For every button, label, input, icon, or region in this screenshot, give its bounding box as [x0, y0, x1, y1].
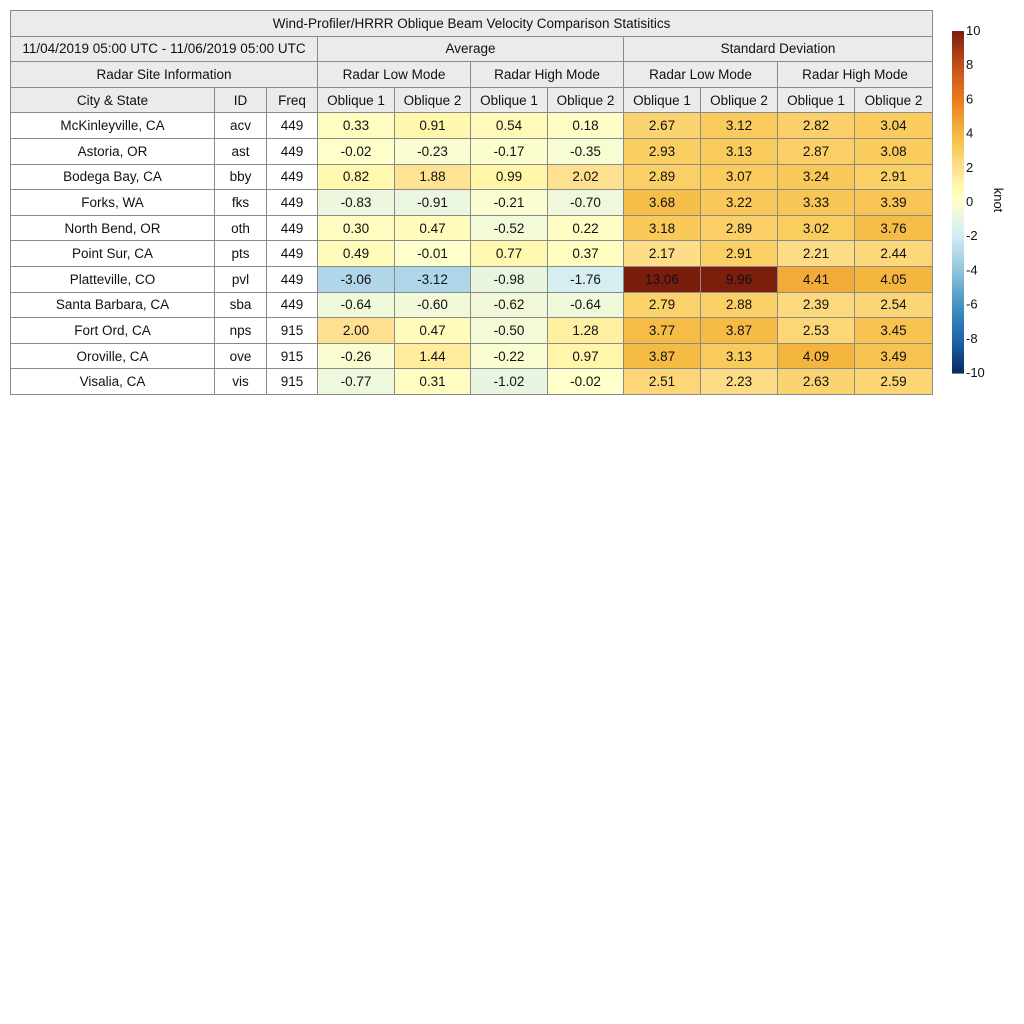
site-freq: 915	[267, 369, 318, 395]
value-cell: 0.33	[318, 113, 395, 139]
colorbar-tick-label: 6	[966, 91, 974, 107]
colorbar-segment	[952, 322, 964, 326]
site-freq: 449	[267, 138, 318, 164]
value-cell: 3.68	[624, 190, 701, 216]
table-row	[11, 318, 933, 344]
colorbar-segment	[952, 96, 964, 100]
colorbar-tick-label: -6	[966, 296, 978, 312]
value-cell: -0.35	[548, 138, 624, 164]
table-row	[11, 164, 933, 190]
site-city: Astoria, OR	[11, 138, 215, 164]
column-header: Oblique 2	[701, 87, 778, 113]
colorbar-segment	[952, 103, 964, 107]
column-header: Oblique 2	[855, 87, 933, 113]
colorbar-segment	[952, 349, 964, 353]
site-freq: 449	[267, 292, 318, 318]
colorbar-tick-label: 4	[966, 125, 974, 141]
value-cell: -0.52	[471, 215, 548, 241]
value-cell: 2.67	[624, 113, 701, 139]
site-id: pts	[215, 241, 267, 267]
std-low-mode-header: Radar Low Mode	[624, 62, 778, 88]
colorbar-tick-label: -10	[966, 365, 985, 380]
site-city: Platteville, CO	[11, 266, 215, 292]
colorbar-segment	[952, 151, 964, 155]
value-cell: -0.77	[318, 369, 395, 395]
value-cell: 2.21	[778, 241, 855, 267]
stats-table	[10, 10, 933, 395]
value-cell: 3.07	[701, 164, 778, 190]
colorbar-segment	[952, 325, 964, 329]
colorbar-segment	[952, 219, 964, 223]
colorbar-segment	[952, 370, 964, 374]
value-cell: 3.87	[624, 343, 701, 369]
value-cell: -0.22	[471, 343, 548, 369]
value-cell: 3.33	[778, 190, 855, 216]
colorbar-segment	[952, 38, 964, 42]
colorbar-segment	[952, 93, 964, 97]
value-cell: 3.04	[855, 113, 933, 139]
colorbar-segment	[952, 246, 964, 250]
colorbar-tick-label: 10	[966, 24, 981, 38]
value-cell: 0.54	[471, 113, 548, 139]
site-city: Santa Barbara, CA	[11, 292, 215, 318]
colorbar-segment	[952, 260, 964, 264]
value-cell: 2.53	[778, 318, 855, 344]
site-id: vis	[215, 369, 267, 395]
colorbar-segment	[952, 202, 964, 206]
colorbar-segment	[952, 281, 964, 285]
value-cell: -0.98	[471, 266, 548, 292]
colorbar-segment	[952, 79, 964, 83]
colorbar-segment	[952, 117, 964, 121]
colorbar-tick-label: 8	[966, 57, 974, 73]
value-cell: 0.99	[471, 164, 548, 190]
value-cell: 2.23	[701, 369, 778, 395]
table-row	[11, 292, 933, 318]
value-cell: 3.39	[855, 190, 933, 216]
column-header: Oblique 2	[548, 87, 624, 113]
value-cell: 2.82	[778, 113, 855, 139]
colorbar-segment	[952, 154, 964, 158]
colorbar-segment	[952, 339, 964, 343]
colorbar-gradient	[952, 31, 964, 374]
site-city: McKinleyville, CA	[11, 113, 215, 139]
colorbar-segment	[952, 31, 964, 35]
value-cell: -0.62	[471, 292, 548, 318]
value-cell: 3.24	[778, 164, 855, 190]
avg-high-mode-header: Radar High Mode	[471, 62, 624, 88]
value-cell: -0.23	[395, 138, 471, 164]
colorbar-segment	[952, 123, 964, 127]
colorbar-segment	[952, 199, 964, 203]
value-cell: 2.91	[701, 241, 778, 267]
colorbar-ticks	[966, 24, 985, 380]
site-city: Oroville, CA	[11, 343, 215, 369]
table-row	[11, 266, 933, 292]
value-cell: 1.88	[395, 164, 471, 190]
colorbar-segment	[952, 352, 964, 356]
value-cell: 2.59	[855, 369, 933, 395]
value-cell: -0.02	[548, 369, 624, 395]
group-header-row	[11, 36, 933, 62]
colorbar-segment	[952, 140, 964, 144]
colorbar-segment	[952, 346, 964, 350]
colorbar-segment	[952, 335, 964, 339]
colorbar-segment	[952, 195, 964, 199]
column-header: Oblique 1	[471, 87, 548, 113]
value-cell: 2.51	[624, 369, 701, 395]
value-cell: -3.06	[318, 266, 395, 292]
colorbar-segment	[952, 277, 964, 281]
colorbar-segment	[952, 243, 964, 247]
colorbar-segment	[952, 267, 964, 271]
colorbar-segment	[952, 288, 964, 292]
colorbar-tick-label: -4	[966, 262, 978, 278]
value-cell: 0.31	[395, 369, 471, 395]
value-cell: 1.28	[548, 318, 624, 344]
site-city: Visalia, CA	[11, 369, 215, 395]
site-id: oth	[215, 215, 267, 241]
site-city: Bodega Bay, CA	[11, 164, 215, 190]
column-header: Oblique 1	[624, 87, 701, 113]
colorbar-segment	[952, 99, 964, 103]
column-header: ID	[215, 87, 267, 113]
table-row	[11, 343, 933, 369]
value-cell: 0.30	[318, 215, 395, 241]
colorbar-segment	[952, 342, 964, 346]
colorbar-segment	[952, 34, 964, 38]
colorbar-segment	[952, 55, 964, 59]
colorbar-segment	[952, 291, 964, 295]
value-cell: 3.13	[701, 343, 778, 369]
column-header-row	[11, 87, 933, 113]
colorbar-segment	[952, 257, 964, 261]
colorbar	[948, 24, 1024, 384]
date-range: 11/04/2019 05:00 UTC - 11/06/2019 05:00 UTC	[11, 36, 318, 62]
value-cell: 1.44	[395, 343, 471, 369]
value-cell: 2.63	[778, 369, 855, 395]
site-freq: 915	[267, 343, 318, 369]
colorbar-segment	[952, 359, 964, 363]
value-cell: 9.96	[701, 266, 778, 292]
value-cell: 2.39	[778, 292, 855, 318]
site-city: Fort Ord, CA	[11, 318, 215, 344]
colorbar-segment	[952, 86, 964, 90]
colorbar-segment	[952, 48, 964, 52]
colorbar-segment	[952, 72, 964, 76]
value-cell: 3.45	[855, 318, 933, 344]
value-cell: 2.54	[855, 292, 933, 318]
colorbar-segment	[952, 171, 964, 175]
value-cell: 3.77	[624, 318, 701, 344]
value-cell: 2.88	[701, 292, 778, 318]
value-cell: -0.83	[318, 190, 395, 216]
title-row	[11, 11, 933, 37]
value-cell: 2.79	[624, 292, 701, 318]
value-cell: 0.97	[548, 343, 624, 369]
colorbar-segment	[952, 185, 964, 189]
table-title: Wind-Profiler/HRRR Oblique Beam Velocity Comparison Statisitics	[11, 11, 933, 37]
colorbar-tick-label: 0	[966, 194, 974, 209]
colorbar-segment	[952, 250, 964, 254]
colorbar-segment	[952, 205, 964, 209]
value-cell: 4.09	[778, 343, 855, 369]
colorbar-segment	[952, 356, 964, 360]
value-cell: 3.49	[855, 343, 933, 369]
value-cell: -0.26	[318, 343, 395, 369]
site-id: ove	[215, 343, 267, 369]
colorbar-segment	[952, 69, 964, 73]
colorbar-segment	[952, 120, 964, 124]
colorbar-segment	[952, 236, 964, 240]
colorbar-label: knot	[991, 187, 1006, 213]
avg-low-mode-header: Radar Low Mode	[318, 62, 471, 88]
site-freq: 449	[267, 164, 318, 190]
colorbar-segment	[952, 58, 964, 62]
colorbar-segment	[952, 233, 964, 237]
colorbar-segment	[952, 305, 964, 309]
value-cell: 3.76	[855, 215, 933, 241]
colorbar-segment	[952, 62, 964, 66]
value-cell: 0.47	[395, 318, 471, 344]
colorbar-segment	[952, 106, 964, 110]
value-cell: -0.01	[395, 241, 471, 267]
value-cell: 13.06	[624, 266, 701, 292]
colorbar-segment	[952, 175, 964, 179]
table-row	[11, 241, 933, 267]
column-header: City & State	[11, 87, 215, 113]
colorbar-segment	[952, 178, 964, 182]
value-cell: -0.91	[395, 190, 471, 216]
colorbar-segment	[952, 216, 964, 220]
colorbar-segment	[952, 192, 964, 196]
colorbar-segment	[952, 89, 964, 93]
colorbar-segment	[952, 363, 964, 367]
colorbar-segment	[952, 110, 964, 114]
value-cell: -0.17	[471, 138, 548, 164]
site-id: pvl	[215, 266, 267, 292]
column-header: Oblique 1	[318, 87, 395, 113]
value-cell: 3.22	[701, 190, 778, 216]
value-cell: 0.22	[548, 215, 624, 241]
value-cell: 2.44	[855, 241, 933, 267]
colorbar-segment	[952, 264, 964, 268]
value-cell: 0.91	[395, 113, 471, 139]
value-cell: -1.02	[471, 369, 548, 395]
colorbar-segment	[952, 212, 964, 216]
colorbar-tick-label: 2	[966, 159, 974, 175]
site-id: sba	[215, 292, 267, 318]
table-row	[11, 138, 933, 164]
value-cell: 4.41	[778, 266, 855, 292]
value-cell: 3.18	[624, 215, 701, 241]
value-cell: 2.17	[624, 241, 701, 267]
colorbar-segment	[952, 158, 964, 162]
site-freq: 915	[267, 318, 318, 344]
site-freq: 449	[267, 266, 318, 292]
colorbar-segment	[952, 329, 964, 333]
colorbar-segment	[952, 223, 964, 227]
site-city: North Bend, OR	[11, 215, 215, 241]
site-id: fks	[215, 190, 267, 216]
colorbar-segment	[952, 209, 964, 213]
column-header: Oblique 2	[395, 87, 471, 113]
value-cell: 2.00	[318, 318, 395, 344]
value-cell: 2.89	[701, 215, 778, 241]
colorbar-segment	[952, 332, 964, 336]
value-cell: -0.70	[548, 190, 624, 216]
site-freq: 449	[267, 215, 318, 241]
colorbar-segment	[952, 294, 964, 298]
colorbar-segment	[952, 229, 964, 233]
colorbar-segment	[952, 240, 964, 244]
site-city: Point Sur, CA	[11, 241, 215, 267]
table-row	[11, 190, 933, 216]
colorbar-segment	[952, 274, 964, 278]
table-row	[11, 369, 933, 395]
colorbar-segment	[952, 130, 964, 134]
value-cell: 3.02	[778, 215, 855, 241]
colorbar-segment	[952, 181, 964, 185]
value-cell: 0.47	[395, 215, 471, 241]
average-header: Average	[318, 36, 624, 62]
site-id: bby	[215, 164, 267, 190]
value-cell: 0.82	[318, 164, 395, 190]
value-cell: 2.91	[855, 164, 933, 190]
value-cell: -3.12	[395, 266, 471, 292]
value-cell: 2.87	[778, 138, 855, 164]
site-id: nps	[215, 318, 267, 344]
value-cell: 2.02	[548, 164, 624, 190]
colorbar-segment	[952, 147, 964, 151]
value-cell: 2.93	[624, 138, 701, 164]
value-cell: 3.08	[855, 138, 933, 164]
colorbar-segment	[952, 144, 964, 148]
value-cell: -0.64	[318, 292, 395, 318]
std-high-mode-header: Radar High Mode	[778, 62, 933, 88]
colorbar-segment	[952, 188, 964, 192]
value-cell: 3.13	[701, 138, 778, 164]
colorbar-segment	[952, 315, 964, 319]
table-row	[11, 113, 933, 139]
colorbar-segment	[952, 127, 964, 131]
value-cell: 3.87	[701, 318, 778, 344]
colorbar-segment	[952, 226, 964, 230]
colorbar-segment	[952, 284, 964, 288]
colorbar-segment	[952, 137, 964, 141]
colorbar-segment	[952, 311, 964, 315]
value-cell: 2.89	[624, 164, 701, 190]
value-cell: -0.21	[471, 190, 548, 216]
site-freq: 449	[267, 113, 318, 139]
colorbar-segment	[952, 134, 964, 138]
colorbar-segment	[952, 41, 964, 45]
colorbar-segment	[952, 161, 964, 165]
colorbar-tick-label: -2	[966, 228, 978, 244]
colorbar-tick-label: -8	[966, 330, 978, 346]
column-header: Freq	[267, 87, 318, 113]
std-dev-header: Standard Deviation	[624, 36, 933, 62]
colorbar-segment	[952, 298, 964, 302]
table-row	[11, 215, 933, 241]
site-city: Forks, WA	[11, 190, 215, 216]
value-cell: -0.60	[395, 292, 471, 318]
colorbar-segment	[952, 65, 964, 69]
value-cell: -0.50	[471, 318, 548, 344]
colorbar-segment	[952, 113, 964, 117]
site-id: ast	[215, 138, 267, 164]
colorbar-segment	[952, 45, 964, 49]
value-cell: -0.64	[548, 292, 624, 318]
mode-header-row	[11, 62, 933, 88]
colorbar-segment	[952, 164, 964, 168]
colorbar-segment	[952, 52, 964, 56]
value-cell: 4.05	[855, 266, 933, 292]
site-freq: 449	[267, 190, 318, 216]
value-cell: 0.77	[471, 241, 548, 267]
colorbar-segment	[952, 270, 964, 274]
colorbar-segment	[952, 168, 964, 172]
value-cell: 3.12	[701, 113, 778, 139]
value-cell: 0.18	[548, 113, 624, 139]
site-freq: 449	[267, 241, 318, 267]
site-id: acv	[215, 113, 267, 139]
value-cell: 0.37	[548, 241, 624, 267]
value-cell: -1.76	[548, 266, 624, 292]
site-info-header: Radar Site Information	[11, 62, 318, 88]
colorbar-segment	[952, 75, 964, 79]
colorbar-segment	[952, 82, 964, 86]
colorbar-segment	[952, 301, 964, 305]
column-header: Oblique 1	[778, 87, 855, 113]
value-cell: -0.02	[318, 138, 395, 164]
value-cell: 0.49	[318, 241, 395, 267]
colorbar-segment	[952, 366, 964, 370]
colorbar-segment	[952, 308, 964, 312]
colorbar-segment	[952, 318, 964, 322]
colorbar-segment	[952, 253, 964, 257]
